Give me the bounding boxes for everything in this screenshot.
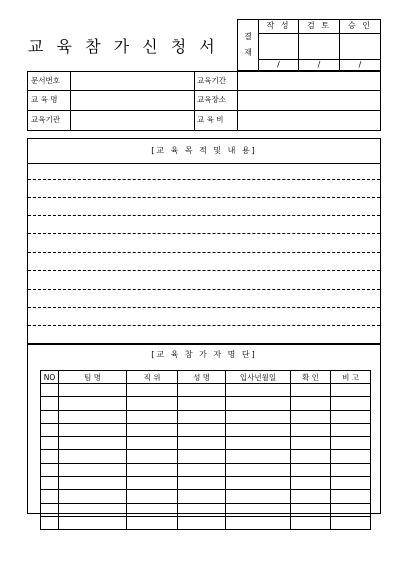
approval-date-author: / xyxy=(259,59,298,70)
table-row xyxy=(41,490,371,503)
table-cell[interactable] xyxy=(41,410,59,423)
edu-period-label: 교육기간 xyxy=(197,76,226,85)
approval-head-approver: 승 인 xyxy=(340,20,380,34)
info-row xyxy=(28,111,380,130)
table-cell[interactable] xyxy=(127,397,178,410)
table-row xyxy=(41,516,371,529)
participants-heading: [교 육 참 가 자 명 단] xyxy=(151,350,257,359)
approval-date-approver: / xyxy=(340,59,380,70)
table-cell[interactable] xyxy=(331,477,371,490)
table-cell[interactable] xyxy=(127,490,178,503)
table-row xyxy=(41,450,371,463)
table-cell[interactable] xyxy=(331,516,371,529)
edu-place-field[interactable] xyxy=(237,91,380,109)
approval-head-reviewer: 검 토 xyxy=(299,20,339,34)
table-cell[interactable] xyxy=(331,503,371,516)
table-cell[interactable] xyxy=(291,503,331,516)
table-cell[interactable] xyxy=(291,437,331,450)
table-cell[interactable] xyxy=(127,437,178,450)
col-join-date: 입사년월일 xyxy=(226,371,291,384)
table-cell[interactable] xyxy=(59,410,127,423)
table-row xyxy=(41,503,371,516)
table-cell[interactable] xyxy=(291,423,331,436)
col-no: NO xyxy=(41,371,59,384)
table-cell[interactable] xyxy=(178,384,226,397)
table-cell[interactable] xyxy=(178,423,226,436)
table-cell[interactable] xyxy=(178,397,226,410)
table-row xyxy=(41,384,371,397)
table-cell[interactable] xyxy=(291,450,331,463)
edu-name-label: 교 육 명 xyxy=(31,95,58,105)
table-cell[interactable] xyxy=(226,384,291,397)
purpose-line xyxy=(28,215,380,216)
table-cell[interactable] xyxy=(127,423,178,436)
table-cell[interactable] xyxy=(291,397,331,410)
purpose-heading: [교 육 목 적 및 내 용] xyxy=(28,139,380,164)
table-cell[interactable] xyxy=(226,477,291,490)
table-row xyxy=(41,437,371,450)
table-cell[interactable] xyxy=(291,463,331,476)
table-cell[interactable] xyxy=(41,490,59,503)
table-cell[interactable] xyxy=(41,463,59,476)
edu-period-field[interactable] xyxy=(237,72,380,90)
table-cell[interactable] xyxy=(226,463,291,476)
table-cell[interactable] xyxy=(226,490,291,503)
table-cell[interactable] xyxy=(331,384,371,397)
table-cell[interactable] xyxy=(59,463,127,476)
table-row xyxy=(41,423,371,436)
table-cell[interactable] xyxy=(291,384,331,397)
participants-body xyxy=(41,384,371,530)
table-cell[interactable] xyxy=(41,450,59,463)
table-cell[interactable] xyxy=(59,423,127,436)
approval-col-approver[interactable] xyxy=(340,20,380,70)
approval-head-author: 작 성 xyxy=(259,20,298,34)
table-cell[interactable] xyxy=(59,503,127,516)
table-cell[interactable] xyxy=(178,450,226,463)
table-cell[interactable] xyxy=(291,516,331,529)
approval-col-reviewer[interactable] xyxy=(299,20,340,70)
purpose-line xyxy=(28,197,380,198)
table-cell[interactable] xyxy=(178,410,226,423)
edu-name-field[interactable] xyxy=(70,91,194,109)
table-cell[interactable] xyxy=(226,423,291,436)
doc-number-field[interactable] xyxy=(70,72,194,90)
edu-cost-field[interactable] xyxy=(237,111,380,130)
participants-section xyxy=(27,344,381,514)
table-cell[interactable] xyxy=(178,437,226,450)
table-cell[interactable] xyxy=(331,423,371,436)
table-cell[interactable] xyxy=(331,397,371,410)
col-team: 팀 명 xyxy=(59,371,127,384)
table-cell[interactable] xyxy=(331,450,371,463)
table-cell[interactable] xyxy=(226,503,291,516)
table-cell[interactable] xyxy=(59,516,127,529)
table-cell[interactable] xyxy=(226,437,291,450)
purpose-line xyxy=(28,252,380,253)
table-cell[interactable] xyxy=(226,516,291,529)
participants-table xyxy=(40,370,371,530)
table-cell[interactable] xyxy=(127,503,178,516)
table-cell[interactable] xyxy=(331,490,371,503)
table-cell[interactable] xyxy=(226,397,291,410)
purpose-line xyxy=(28,289,380,290)
table-cell[interactable] xyxy=(59,477,127,490)
table-cell[interactable] xyxy=(59,490,127,503)
table-cell[interactable] xyxy=(41,477,59,490)
table-row xyxy=(41,477,371,490)
table-cell[interactable] xyxy=(291,490,331,503)
table-cell[interactable] xyxy=(59,437,127,450)
table-cell[interactable] xyxy=(178,503,226,516)
table-cell[interactable] xyxy=(127,477,178,490)
edu-institution-label: 교육기관 xyxy=(31,114,60,124)
edu-institution-field[interactable] xyxy=(70,111,194,130)
table-cell[interactable] xyxy=(226,410,291,423)
approval-label-top: 결 xyxy=(244,32,252,41)
table-header-row xyxy=(41,371,371,384)
table-cell[interactable] xyxy=(127,516,178,529)
table-cell[interactable] xyxy=(291,477,331,490)
table-row xyxy=(41,463,371,476)
table-cell[interactable] xyxy=(226,450,291,463)
table-cell[interactable] xyxy=(178,516,226,529)
table-cell[interactable] xyxy=(291,410,331,423)
purpose-line xyxy=(28,179,380,180)
table-cell[interactable] xyxy=(127,450,178,463)
info-grid xyxy=(27,71,381,131)
approval-col-author[interactable] xyxy=(259,20,299,70)
info-row xyxy=(28,72,380,91)
table-cell[interactable] xyxy=(127,410,178,423)
table-cell[interactable] xyxy=(41,397,59,410)
table-cell[interactable] xyxy=(178,463,226,476)
table-cell[interactable] xyxy=(41,384,59,397)
table-cell[interactable] xyxy=(127,384,178,397)
table-cell[interactable] xyxy=(41,503,59,516)
table-cell[interactable] xyxy=(41,437,59,450)
edu-cost-label: 교 육 비 xyxy=(197,114,224,124)
table-cell[interactable] xyxy=(41,516,59,529)
table-cell[interactable] xyxy=(59,384,127,397)
table-cell[interactable] xyxy=(41,423,59,436)
table-cell[interactable] xyxy=(127,463,178,476)
table-cell[interactable] xyxy=(331,437,371,450)
col-position: 직 위 xyxy=(127,371,178,384)
table-cell[interactable] xyxy=(331,463,371,476)
table-cell[interactable] xyxy=(178,490,226,503)
purpose-line xyxy=(28,233,380,234)
col-name: 성 명 xyxy=(178,371,226,384)
purpose-section[interactable] xyxy=(27,138,381,344)
table-cell[interactable] xyxy=(59,450,127,463)
col-remarks: 비 고 xyxy=(331,371,371,384)
table-row xyxy=(41,397,371,410)
doc-number-label: 문서번호 xyxy=(31,76,60,85)
approval-date-reviewer: / xyxy=(299,59,339,70)
table-cell[interactable] xyxy=(178,477,226,490)
edu-place-label: 교육장소 xyxy=(197,95,226,105)
approval-label xyxy=(238,20,259,70)
col-confirm: 확 인 xyxy=(291,371,331,384)
document-title: 교 육 참 가 신 청 서 xyxy=(28,37,219,56)
purpose-line xyxy=(28,307,380,308)
approval-label-bottom: 재 xyxy=(244,48,252,57)
table-row xyxy=(41,410,371,423)
purpose-line xyxy=(28,325,380,326)
purpose-line xyxy=(28,270,380,271)
info-row xyxy=(28,91,380,110)
approval-box xyxy=(237,19,381,71)
table-cell[interactable] xyxy=(59,397,127,410)
table-cell[interactable] xyxy=(331,410,371,423)
